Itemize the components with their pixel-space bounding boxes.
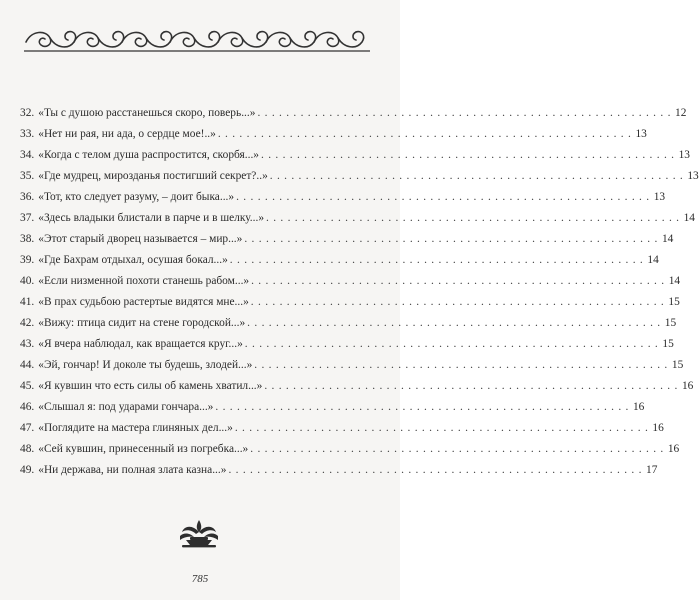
toc-entry-number: 32. [20,107,35,119]
toc-entry[interactable] [20,166,699,187]
toc-entry-page: 17 [646,464,658,476]
toc-entry-title: «Этот старый дворец называется – мир...» [38,233,243,245]
toc-entry[interactable] [20,334,674,355]
dot-leader [236,187,649,208]
toc-entry-title: «В прах судьбою растертые видятся мне...» [38,296,249,308]
toc-entry-page: 15 [668,296,680,308]
toc-entry-title: «Ни держава, ни полная злата казна...» [38,464,227,476]
toc-entry-title: «Где мудрец, мирозданья постигший секрет?..» [38,170,268,182]
toc-entry-number: 48. [20,443,35,455]
toc-entry-number: 38. [20,233,35,245]
dot-leader [254,355,667,376]
toc-entry-number: 49. [20,464,35,476]
toc-entry-number: 40. [20,275,35,287]
toc-entry-title: «Вижу: птица сидит на стене городской...» [38,317,246,329]
toc-entry[interactable] [20,355,684,376]
toc-entry-title: «Тот, кто следует разуму, – доит быка...» [38,191,235,203]
toc-entry-number: 36. [20,191,35,203]
toc-entry[interactable] [20,145,690,166]
dot-leader [245,334,658,355]
toc-entry-title: «Ты с душою расстанешься скоро, поверь...» [38,107,256,119]
table-of-contents [20,103,699,481]
toc-entry-title: «Поглядите на мастера глиняных дел...» [38,422,233,434]
toc-entry-page: 16 [681,380,694,392]
toc-entry-number: 39. [20,254,35,266]
toc-entry[interactable] [20,376,694,397]
dot-leader [230,250,643,271]
toc-entry-page: 14 [668,275,681,287]
toc-entry-number: 42. [20,317,35,329]
toc-entry-page: 12 [675,107,687,119]
toc-entry[interactable] [20,124,647,145]
toc-entry[interactable] [20,460,658,481]
toc-entry[interactable] [20,187,666,208]
toc-entry-title: «Сей кувшин, принесенный из погребка...» [38,443,249,455]
toc-entry-title: «Нет ни рая, ни ада, о сердце мое!..» [38,128,216,140]
dot-leader [250,439,663,460]
toc-entry-number: 41. [20,296,35,308]
toc-entry-page: 16 [632,401,645,413]
toc-entry-page: 14 [683,212,695,224]
toc-entry-page: 14 [647,254,659,266]
dot-leader [247,313,660,334]
toc-entry-page: 15 [671,359,684,371]
toc-entry-title: «Если низменной похоти станешь рабом...» [38,275,250,287]
toc-entry-number: 37. [20,212,35,224]
toc-entry-title: «Эй, гончар! И доколе ты будешь, злодей...» [38,359,253,371]
toc-entry-page: 13 [687,170,699,182]
dot-leader [235,418,648,439]
toc-entry-page: 13 [653,191,666,203]
dot-leader [244,229,657,250]
dot-leader [228,460,641,481]
dot-leader [251,292,664,313]
dot-leader [261,145,674,166]
toc-entry[interactable] [20,397,645,418]
toc-entry-number: 47. [20,422,35,434]
toc-entry[interactable] [20,439,680,460]
page-number: 785 [191,573,209,585]
dot-leader [270,166,683,187]
toc-entry-page: 15 [664,317,677,329]
toc-entry-title: «Когда с телом душа распростится, скорбя...» [38,149,259,161]
fleuron-ornament-icon [176,518,222,548]
toc-entry[interactable] [20,271,681,292]
scroll-ornament-icon [22,22,372,56]
toc-entry-title: «Слышал я: под ударами гончара...» [38,401,214,413]
toc-entry-page: 15 [662,338,674,350]
toc-entry-number: 46. [20,401,35,413]
toc-entry[interactable] [20,313,677,334]
dot-leader [218,124,631,145]
toc-entry-page: 16 [667,443,680,455]
toc-entry[interactable] [20,208,695,229]
toc-entry-number: 35. [20,170,35,182]
dot-leader [266,208,679,229]
toc-entry-number: 33. [20,128,35,140]
toc-entry-page: 14 [661,233,674,245]
dot-leader [264,376,677,397]
toc-entry-number: 44. [20,359,35,371]
toc-entry-page: 16 [652,422,664,434]
toc-entry-number: 45. [20,380,35,392]
toc-entry-title: «Я кувшин что есть силы об камень хватил...» [38,380,263,392]
toc-entry[interactable] [20,418,664,439]
dot-leader [215,397,628,418]
toc-entry-page: 13 [678,149,690,161]
toc-entry-title: «Здесь владыки блистали в парче и в шелку...» [38,212,265,224]
dot-leader [257,103,670,124]
dot-leader [251,271,664,292]
toc-entry[interactable] [20,103,687,124]
toc-entry-number: 34. [20,149,35,161]
toc-entry-title: «Я вчера наблюдал, как вращается круг...» [38,338,243,350]
toc-entry[interactable] [20,292,680,313]
toc-entry-title: «Где Бахрам отдыхал, осушая бокал...» [38,254,228,266]
toc-entry[interactable] [20,250,659,271]
toc-entry[interactable] [20,229,674,250]
toc-entry-page: 13 [635,128,647,140]
toc-entry-number: 43. [20,338,35,350]
